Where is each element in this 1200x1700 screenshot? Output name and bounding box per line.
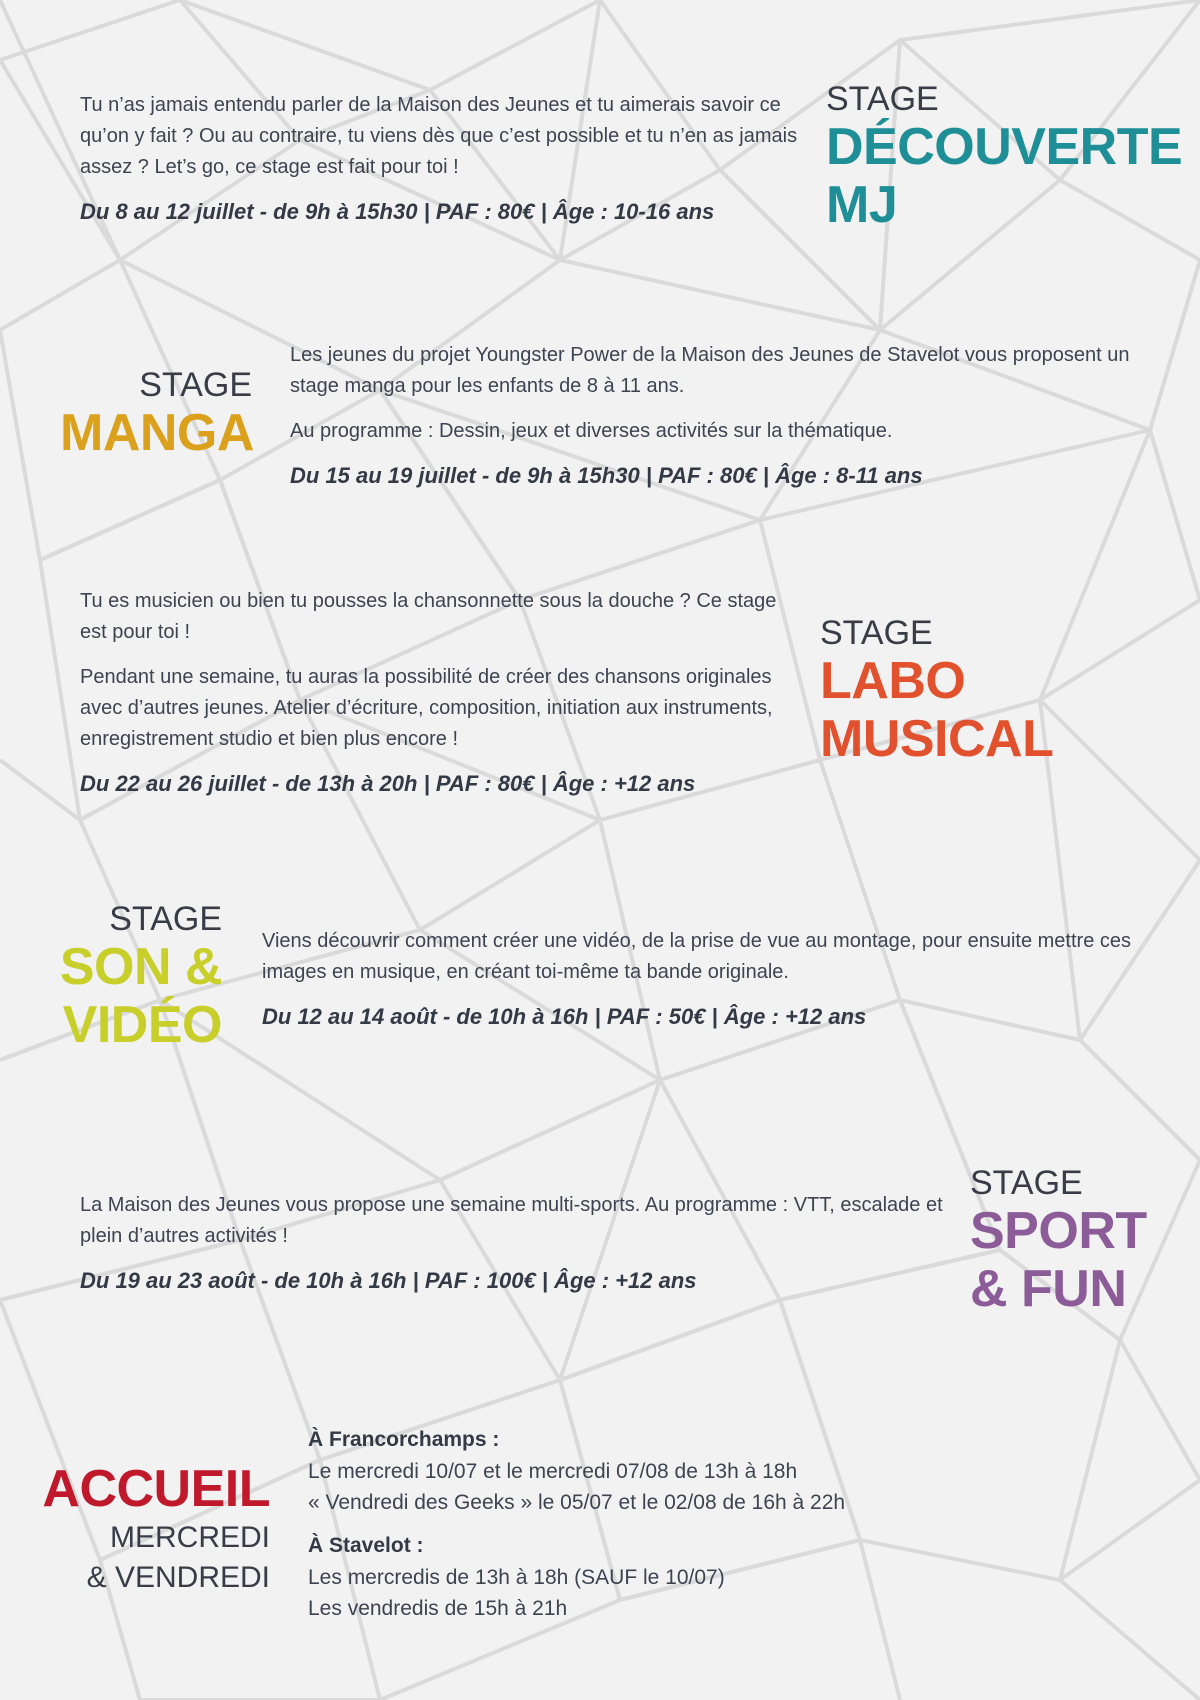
stage-sport-heading: [970, 1164, 1190, 1318]
stage-sport-title-line2: & FUN: [970, 1260, 1127, 1318]
stage-manga-title: MANGA: [60, 404, 254, 462]
stage-son-heading: [40, 900, 222, 1054]
stage-sport-description: La Maison des Jeunes vous propose une semaine multi-sports. Au programme : VTT, escalade et plein d’autres activités !: [80, 1194, 943, 1247]
stage-label: STAGE: [826, 80, 939, 118]
stage-label: STAGE: [820, 614, 933, 652]
stage-label: STAGE: [109, 900, 222, 938]
stage-labo-info: Du 22 au 26 juillet - de 13h à 20h | PAF : 80€ | Âge : +12 ans: [80, 771, 696, 796]
stage-sport-info: Du 19 au 23 août - de 10h à 16h | PAF : 100€ | Âge : +12 ans: [80, 1268, 697, 1293]
stage-manga-program: Au programme : Dessin, jeux et diverses activités sur la thématique.: [290, 420, 893, 442]
accueil-title: ACCUEIL: [42, 1460, 270, 1518]
stage-manga-text: [290, 340, 1130, 491]
stage-son-text: [262, 926, 1132, 1032]
stage-labo-title-line1: LABO: [820, 652, 966, 710]
stavelot-line: Les mercredis de 13h à 18h (SAUF le 10/07): [308, 1566, 725, 1589]
stage-decouverte-text: [80, 90, 800, 227]
stage-son-description: Viens découvrir comment créer une vidéo, de la prise de vue au montage, pour ensuite mettre ces images en musique, en créant toi-même ta bande originale.: [262, 930, 1131, 983]
stage-labo-description: Tu es musicien ou bien tu pousses la chansonnette sous la douche ? Ce stage est pour toi !: [80, 590, 777, 643]
accueil-heading: [40, 1460, 270, 1598]
stage-son-title-line2: VIDÉO: [62, 996, 222, 1054]
stage-labo-heading: [820, 614, 1160, 768]
accueil-schedule: [308, 1424, 1168, 1624]
stavelot-heading: À Stavelot :: [308, 1534, 424, 1557]
stage-manga-heading: [60, 366, 252, 462]
stage-label: STAGE: [139, 366, 252, 404]
francorchamps-heading: À Francorchamps :: [308, 1428, 500, 1451]
francorchamps-line: Le mercredi 10/07 et le mercredi 07/08 de 13h à 18h: [308, 1460, 798, 1483]
stage-labo-text: [80, 586, 800, 799]
stage-manga-description: Les jeunes du projet Youngster Power de la Maison des Jeunes de Stavelot vous proposent un stage manga pour les enfants de 8 à 11 ans.: [290, 344, 1130, 397]
stage-decouverte-title-line1: DÉCOUVERTE: [826, 118, 1183, 176]
stage-label: STAGE: [970, 1164, 1083, 1202]
accueil-sub-mercredi: MERCREDI: [109, 1521, 270, 1554]
stage-decouverte-description: Tu n’as jamais entendu parler de la Maison des Jeunes et tu aimerais savoir ce qu’on y fait ? Ou au contraire, tu viens dès que c’est possible et tu n’en as jamais assez ? Let’s go, ce stage est fait pour toi !: [80, 94, 798, 178]
stage-manga-info: Du 15 au 19 juillet - de 9h à 15h30 | PAF : 80€ | Âge : 8-11 ans: [290, 463, 923, 488]
stage-labo-title-line2: MUSICAL: [820, 710, 1054, 768]
stage-decouverte-info: Du 8 au 12 juillet - de 9h à 15h30 | PAF : 80€ | Âge : 10-16 ans: [80, 199, 715, 224]
stage-decouverte-heading: [826, 80, 1183, 234]
stage-labo-details: Pendant une semaine, tu auras la possibilité de créer des chansons originales avec d’autres jeunes. Atelier d’écriture, composition, initiation aux instruments, enregistrement studio et bien plus encore !: [80, 666, 773, 750]
francorchamps-line: « Vendredi des Geeks » le 05/07 et le 02/08 de 16h à 22h: [308, 1491, 846, 1514]
stavelot-line: Les vendredis de 15h à 21h: [308, 1597, 568, 1620]
accueil-sub-vendredi: & VENDREDI: [86, 1561, 270, 1594]
stage-son-info: Du 12 au 14 août - de 10h à 16h | PAF : 50€ | Âge : +12 ans: [262, 1004, 867, 1029]
stage-sport-text: [80, 1190, 950, 1296]
stage-sport-title-line1: SPORT: [970, 1202, 1147, 1260]
stage-son-title-line1: SON &: [59, 938, 222, 996]
stage-decouverte-title-line2: MJ: [826, 176, 898, 234]
